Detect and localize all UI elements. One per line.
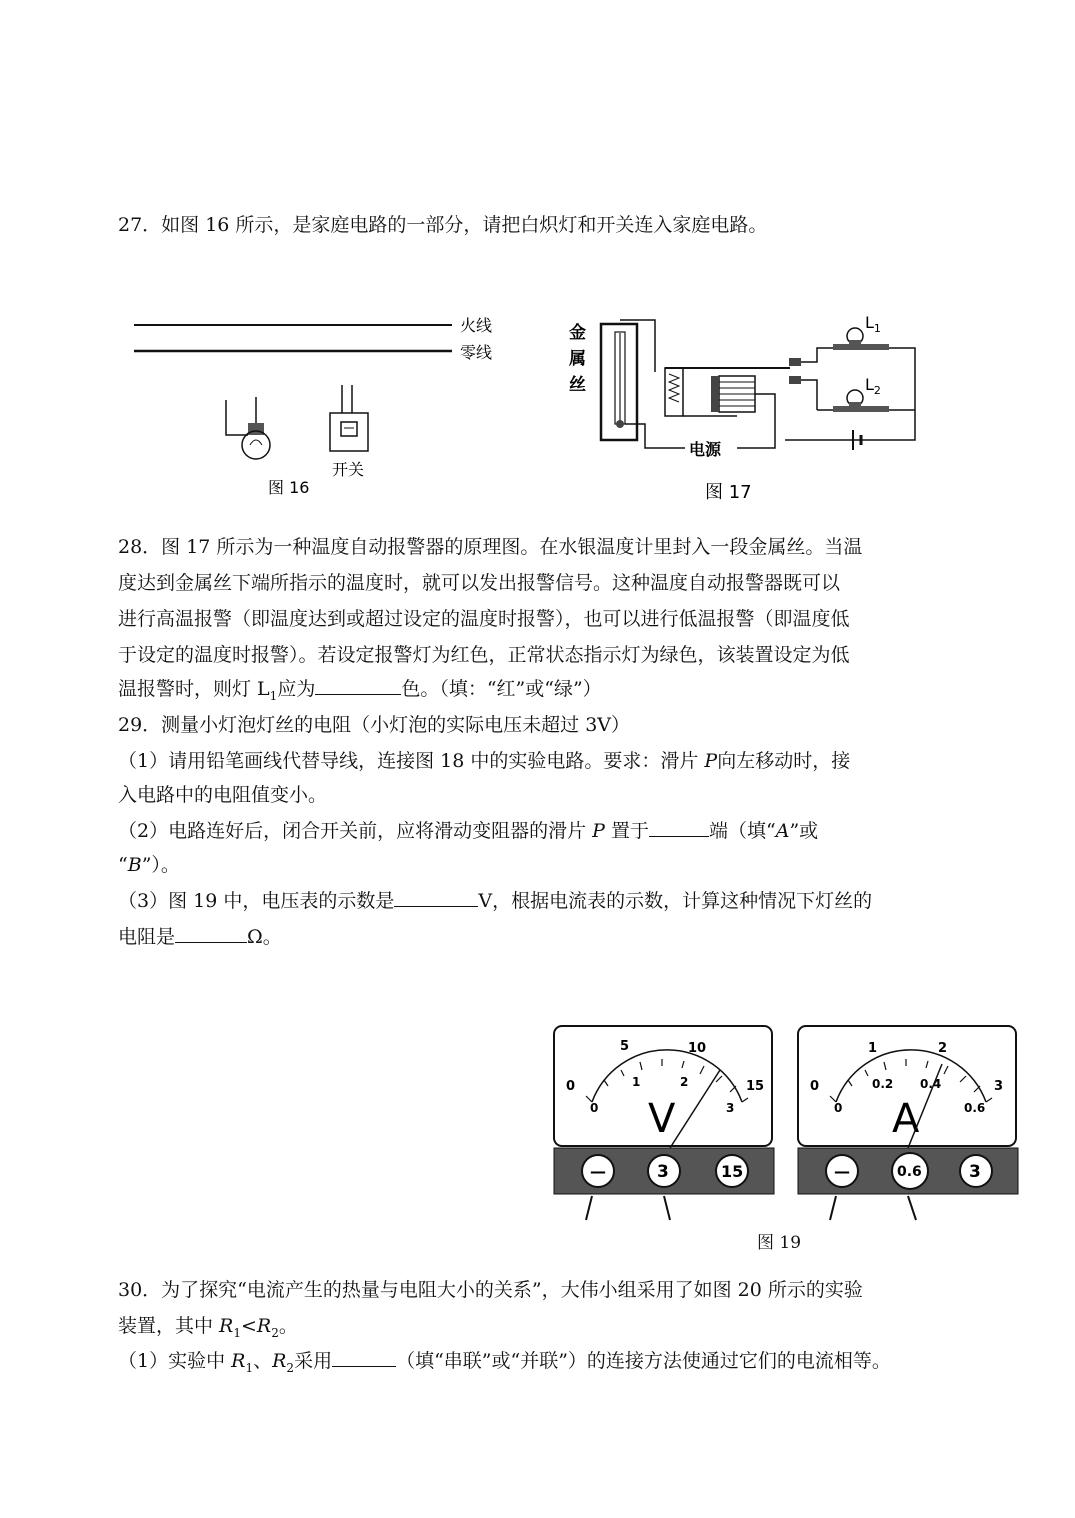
voltmeter-low-tick-0: 0 xyxy=(590,1101,599,1115)
power-label: 电源 xyxy=(689,440,722,459)
voltmeter-tick-10: 10 xyxy=(688,1041,707,1056)
question-29-part-2: （2）电路连好后，闭合开关前，应将滑动变阻器的滑片 P 置于 端（填“A”或 xyxy=(118,820,819,842)
figure-17-caption: 图 17 xyxy=(705,482,752,503)
question-28-line-1: 28．图 17 所示为一种温度自动报警器的原理图。在水银温度计里封入一段金属丝。当温 xyxy=(118,536,863,558)
voltmeter-symbol: V xyxy=(648,1096,676,1142)
question-30-line-2: 装置，其中 $R_1<R_2$。 xyxy=(118,1315,298,1340)
ammeter-tick-1: 1 xyxy=(868,1041,878,1056)
voltmeter-tick-0: 0 xyxy=(566,1079,576,1094)
question-28-line-2: 度达到金属丝下端所指示的温度时，就可以发出报警信号。这种温度自动报警器既可以 xyxy=(118,572,841,594)
voltmeter-low-tick-1: 1 xyxy=(632,1075,641,1089)
live-wire-label: 火线 xyxy=(460,316,493,335)
question-29-part-3-line-2: 电阻是 Ω。 xyxy=(118,926,282,948)
figure-16 xyxy=(120,305,520,505)
question-27: 27．如图 16 所示，是家庭电路的一部分，请把白炽灯和开关连入家庭电路。 xyxy=(118,214,768,236)
question-28-line-4: 于设定的温度时报警）。若设定报警灯为红色，正常状态指示灯为绿色，该装置设定为低 xyxy=(118,644,850,666)
voltmeter-low-tick-2: 2 xyxy=(680,1075,689,1089)
figure-17 xyxy=(565,310,925,510)
question-29-title: 29．测量小灯泡灯丝的电阻（小灯泡的实际电压未超过 3V） xyxy=(118,714,631,736)
question-30-line-1: 30．为了探究“电流产生的热量与电阻大小的关系”，大伟小组采用了如图 20 所示的实验 xyxy=(118,1279,863,1301)
answer-blank-q29-2[interactable] xyxy=(649,818,709,837)
ammeter-terminal-negative: — xyxy=(834,1162,850,1181)
relay-icon xyxy=(665,368,790,416)
voltmeter-tick-5: 5 xyxy=(620,1039,630,1054)
switch-icon xyxy=(330,385,368,451)
question-28-line-5: 温报警时，则灯 $L_1$应为 色。（填：“红”或“绿”） xyxy=(118,678,602,703)
svg-text:属: 属 xyxy=(569,349,586,369)
figure-19-caption: 图 19 xyxy=(757,1233,802,1253)
voltmeter-terminal-3: 3 xyxy=(657,1162,669,1182)
svg-text:丝: 丝 xyxy=(569,375,586,395)
voltmeter-terminal-negative: — xyxy=(590,1162,606,1181)
voltmeter-low-tick-3: 3 xyxy=(726,1101,735,1115)
neutral-wire-label: 零线 xyxy=(460,343,493,362)
question-29-part-3: （3）图 19 中，电压表的示数是 V，根据电流表的示数，计算这种情况下灯丝的 xyxy=(118,890,873,912)
figure-19 xyxy=(552,1024,1022,1224)
ammeter xyxy=(798,1026,1018,1220)
question-29-part-2-line-2: “B”）。 xyxy=(118,854,180,876)
question-28-line-3: 进行高温报警（即温度达到或超过设定的温度时报警），也可以进行低温报警（即温度低 xyxy=(118,608,850,630)
ammeter-low-tick-0.4: 0.4 xyxy=(920,1077,942,1091)
figure-16-caption: 图 16 xyxy=(268,478,310,497)
ammeter-tick-2: 2 xyxy=(938,1041,948,1056)
voltmeter-terminal-15: 15 xyxy=(721,1162,744,1181)
ammeter-symbol: A xyxy=(892,1096,920,1142)
voltmeter xyxy=(554,1026,774,1220)
question-29-part-1-line-2: 入电路中的电阻值变小。 xyxy=(118,784,328,806)
ammeter-terminal-0.6: 0.6 xyxy=(897,1164,922,1180)
ammeter-low-tick-0.2: 0.2 xyxy=(872,1077,894,1091)
ammeter-low-tick-0: 0 xyxy=(834,1101,843,1115)
ammeter-tick-0: 0 xyxy=(810,1079,820,1094)
metal-wire-label xyxy=(568,322,586,395)
ammeter-low-tick-0.6: 0.6 xyxy=(964,1101,986,1115)
answer-blank-q28[interactable] xyxy=(315,676,401,695)
lamp-icon xyxy=(226,397,270,459)
ammeter-terminal-3: 3 xyxy=(969,1162,981,1182)
thermometer-icon xyxy=(601,324,637,440)
svg-text:金: 金 xyxy=(569,323,586,343)
lamp-l1-label: $L_1$ xyxy=(865,313,881,335)
answer-blank-q29-3-voltage[interactable] xyxy=(394,888,478,907)
answer-blank-q29-3-resistance[interactable] xyxy=(175,924,247,943)
answer-blank-q30-1[interactable] xyxy=(332,1348,396,1367)
voltmeter-tick-15: 15 xyxy=(746,1079,765,1094)
lamp-l2-label: $L_2$ xyxy=(865,375,881,397)
question-30-part-1: （1）实验中 $R_1$、$R_2$采用 （填“串联”或“并联”）的连接方法使通过它们的电流相等。 xyxy=(118,1350,891,1375)
question-29-part-1: （1）请用铅笔画线代替导线，连接图 18 中的实验电路。要求：滑片 P向左移动时，接 xyxy=(118,750,851,772)
ammeter-tick-3: 3 xyxy=(994,1079,1004,1094)
switch-label: 开关 xyxy=(332,460,365,479)
